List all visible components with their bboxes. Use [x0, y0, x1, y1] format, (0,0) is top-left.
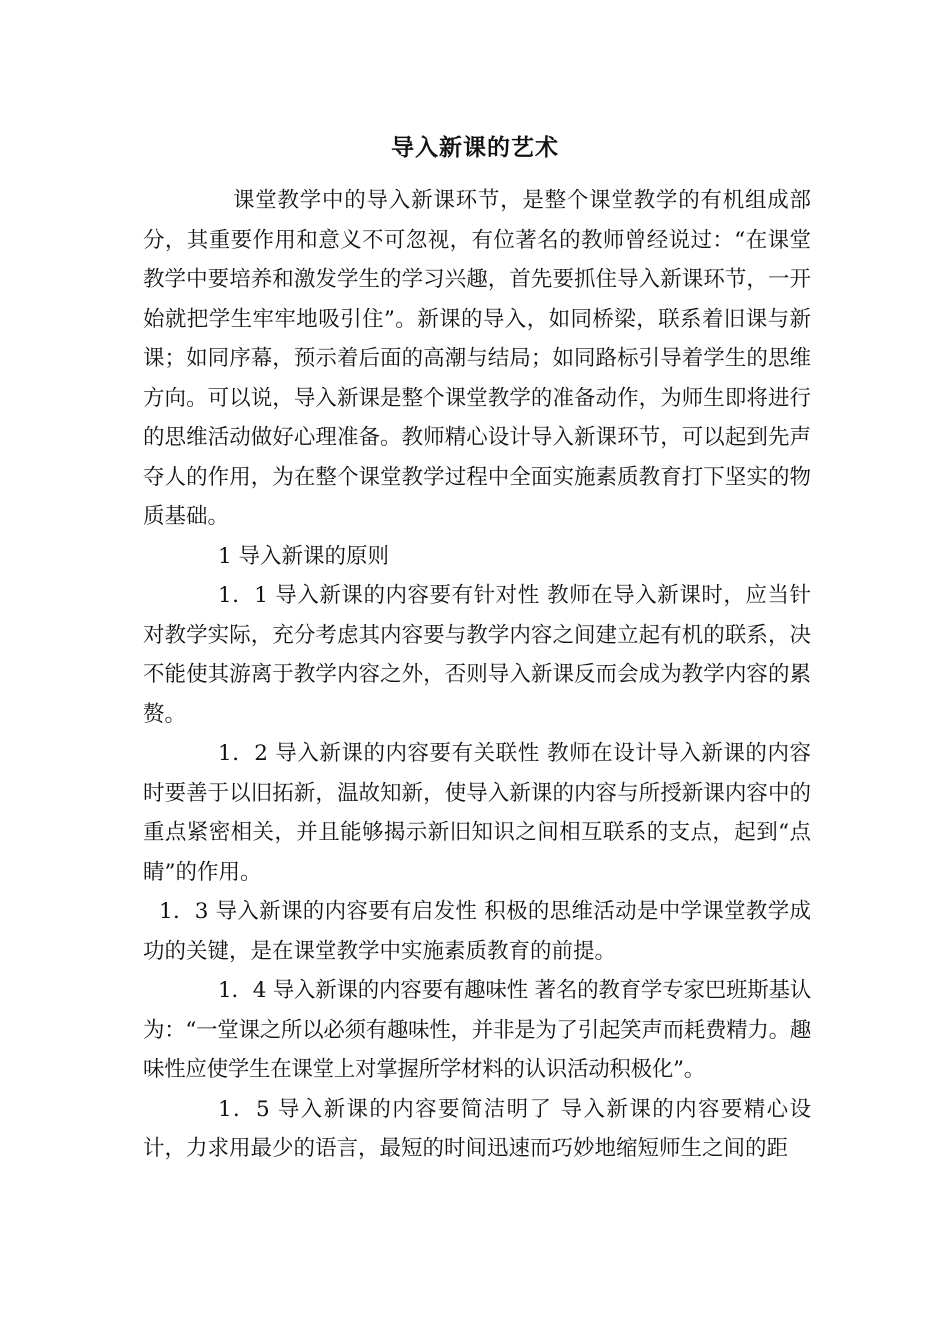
paragraph-principle-1-4: 1．4 导入新课的内容要有趣味性 著名的教育学专家巴班斯基认为：“一堂课之所以必须有趣味性，并非是为了引起笑声而耗费精力。趣味性应使学生在课堂上对掌握所学材料的认识活动积极化”。 — [143, 978, 811, 1082]
paragraph-principle-1-5: 1．5 导入新课的内容要简洁明了 导入新课的内容要精心设计，力求用最少的语言，最短的时间迅速而巧妙地缩短师生之间的距 — [143, 1096, 811, 1161]
paragraph-principle-1-2: 1．2 导入新课的内容要有关联性 教师在设计导入新课的内容时要善于以旧拓新，温故知新，使导入新课的内容与所授新课内容中的重点紧密相关，并且能够揭示新旧知识之间相互联系的支点，起到“点睛”的作用。 — [143, 741, 811, 885]
paragraph-principle-1-1: 1．1 导入新课的内容要有针对性 教师在导入新课时，应当针对教学实际，充分考虑其内容要与教学内容之间建立起有机的联系，决不能使其游离于教学内容之外，否则导入新课反而会成为教学内容的累赘。 — [143, 583, 811, 727]
document-body — [143, 181, 811, 1169]
document-title: 导入新课的艺术 — [391, 134, 559, 161]
paragraph-intro: 课堂教学中的导入新课环节，是整个课堂教学的有机组成部分，其重要作用和意义不可忽视，有位著名的教师曾经说过：“在课堂教学中要培养和激发学生的学习兴趣，首先要抓住导入新课环节，一开始就把学生牢牢地吸引住”。新课的导入，如同桥梁，联系着旧课与新课；如同序幕，预示着后面的高潮与结局；如同路标引导着学生的思维方向。可以说，导入新课是整个课堂教学的准备动作，为师生即将进行的思维活动做好心理准备。教师精心设计导入新课环节，可以起到先声夺人的作用，为在整个课堂教学过程中全面实施素质教育打下坚实的物质基础。 — [143, 188, 811, 529]
section-heading-principles: 1 导入新课的原则 — [218, 543, 390, 569]
paragraph-principle-1-3: 1．3 导入新课的内容要有启发性 积极的思维活动是中学课堂教学成功的关键，是在课堂教学中实施素质教育的前提。 — [143, 899, 811, 964]
